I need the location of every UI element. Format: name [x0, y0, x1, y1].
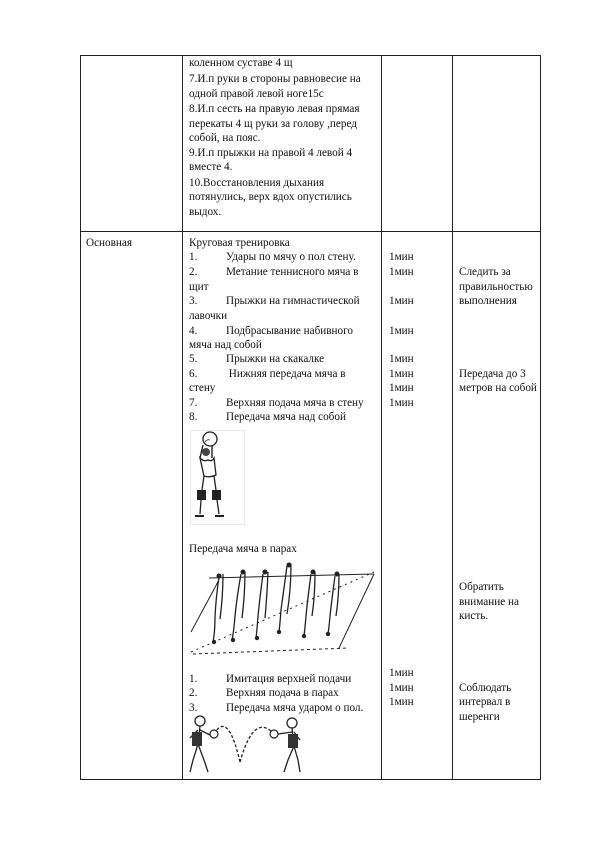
list-text: Удары по мячу о пол стену.	[226, 251, 356, 263]
list-number: 4.	[189, 325, 198, 337]
note-line: интервал в	[459, 696, 511, 708]
list-text: Имитация верхней подачи	[226, 673, 352, 685]
list-item	[189, 265, 358, 280]
duration: 1мин	[389, 382, 414, 394]
circuit-title: Круговая тренировка	[189, 237, 290, 249]
warmup-line: вместе 4.	[189, 161, 233, 173]
list-number: 2.	[189, 687, 198, 699]
note-line: Соблюдать	[459, 682, 512, 694]
list-text: Метание теннисного мяча в	[226, 266, 359, 278]
list-item-continuation: мяча над собой	[189, 339, 262, 351]
duration: 1мин	[389, 682, 414, 694]
duration: 1мин	[389, 353, 414, 365]
warmup-line: перекаты 4 щ руки за голову ,перед	[189, 118, 357, 130]
list-item	[189, 352, 324, 367]
col-divider-2	[381, 55, 382, 780]
list-item	[189, 672, 351, 687]
list-text: Прыжки на скакалке	[226, 353, 325, 365]
warmup-line: коленном суставе 4 щ	[189, 57, 293, 69]
table-left-border	[80, 55, 81, 780]
pairs-title: Передача мяча в парах	[189, 543, 297, 555]
note-line: шеренги	[459, 711, 500, 723]
list-number: 1.	[189, 251, 198, 263]
warmup-line: одной правой левой ноге15с	[189, 88, 324, 100]
list-item	[189, 410, 346, 425]
row-divider	[80, 231, 541, 232]
table-bottom-border	[80, 779, 541, 780]
player-overhead-illustration	[190, 430, 245, 525]
note-line: Передача до 3	[459, 368, 526, 380]
list-item-continuation: стену	[189, 382, 216, 394]
note-line: Обратить	[459, 581, 504, 593]
list-number: 3.	[189, 702, 198, 714]
pair-passing-drill-illustration	[189, 562, 377, 660]
list-text: Передача мяча над собой	[226, 411, 346, 423]
duration: 1мин	[389, 696, 414, 708]
note-line: кисть.	[459, 610, 489, 622]
table-right-border	[540, 55, 541, 780]
warmup-line: 8.И.п сесть на правую левая прямая	[189, 103, 360, 115]
list-item	[189, 686, 339, 701]
list-item-continuation: щит	[189, 281, 209, 293]
list-number: 1.	[189, 673, 198, 685]
duration: 1мин	[389, 667, 414, 679]
list-number: 3.	[189, 295, 198, 307]
list-item	[189, 294, 360, 309]
col-divider-3	[452, 55, 453, 780]
note-line: правильностью	[459, 281, 533, 293]
list-item-continuation: лавочки	[189, 310, 228, 322]
duration: 1мин	[389, 368, 414, 380]
bounce-pass-illustration	[188, 714, 304, 776]
list-text: Передача мяча ударом о пол.	[226, 702, 364, 714]
list-number: 2.	[189, 266, 198, 278]
table-top-border	[80, 55, 541, 56]
note-line: выполнения	[459, 295, 517, 307]
duration: 1мин	[389, 397, 414, 409]
note-line: внимание на	[459, 596, 519, 608]
list-text: Прыжки на гимнастической	[226, 295, 360, 307]
list-text: Нижняя передача мяча в	[226, 368, 346, 380]
warmup-line: собой, на пояс.	[189, 132, 261, 144]
note-line: метров на собой	[459, 382, 537, 394]
list-text: Верхняя подача мяча в стену	[226, 397, 364, 409]
list-item	[189, 367, 346, 382]
warmup-line: 7.И.п руки в стороны равновесие на	[189, 73, 361, 85]
duration: 1мин	[389, 295, 414, 307]
col-divider-1	[182, 55, 183, 780]
duration: 1мин	[389, 266, 414, 278]
list-number: 8.	[189, 411, 198, 423]
duration: 1мин	[389, 251, 414, 263]
note-line: Следить за	[459, 266, 511, 278]
list-text: Верхняя подача в парах	[226, 687, 339, 699]
duration: 1мин	[389, 325, 414, 337]
warmup-line: потянулись, верх вдох опустились	[189, 191, 352, 203]
warmup-line: 10.Восстановления дыхания	[189, 177, 325, 189]
list-item	[189, 324, 353, 339]
list-number: 5.	[189, 353, 198, 365]
part-label: Основная	[86, 237, 133, 249]
warmup-line: 9.И.п прыжки на правой 4 левой 4	[189, 147, 353, 159]
list-item	[189, 396, 364, 411]
list-number: 6.	[189, 368, 198, 380]
list-number: 7.	[189, 397, 198, 409]
list-item	[189, 250, 356, 265]
list-text: Подбрасывание набивного	[226, 325, 354, 337]
warmup-line: выдох.	[189, 206, 222, 218]
